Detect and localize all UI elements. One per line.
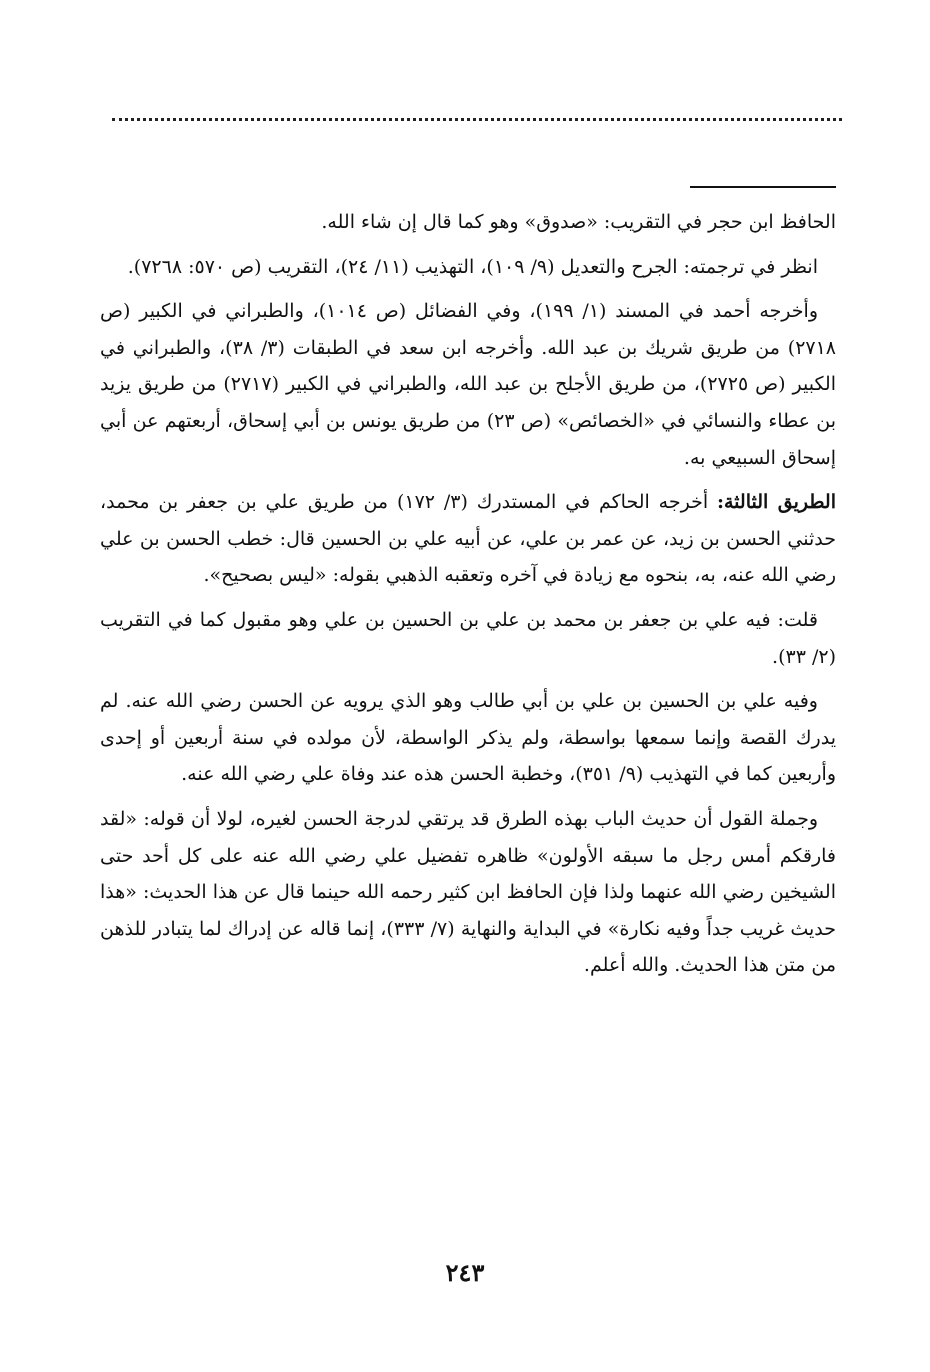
remark-2: وفيه علي بن الحسين بن علي بن أبي طالب وهو الذي يرويه عن الحسن رضي الله عنه. لم يدرك القصة وإنما سمعها بواسطة، ولم يذكر الواسطة، لأن مولده في سنة أربعين أو إحدى وأربعين كما في التهذيب (٩/ ٣٥١)، وخطبة الحسن هذه عند وفاة علي رضي الله عنه. [100,690,836,786]
third-route-text: أخرجه الحاكم في المستدرك (٣/ ١٧٢) من طريق علي بن جعفر بن محمد، حدثني الحسن بن زيد، عن عمر بن علي، عن أبيه علي بن الحسين قال: خطب الحسن بن علي رضي الله عنه، به، بنحوه مع زيادة في آخره وتعقبه الذهبي بقوله: «ليس بصحيح». [100,491,836,587]
paragraph-3: وأخرجه أحمد في المسند (١/ ١٩٩)، وفي الفضائل (ص ١٠١٤)، والطبراني في الكبير (ص ٢٧١٨) من طريق شريك بن عبد الله. وأخرجه ابن سعد في الطبقات (٣/ ٣٨)، والطبراني في الكبير (ص ٢٧٢٥)، من طريق الأجلح بن عبد الله، والطبراني في الكبير (٢٧١٧) من طريق يزيد بن عطاء والنسائي في «الخصائص» (ص ٢٣) من طريق يونس بن أبي إسحاق، أربعتهم عن أبي إسحاق السبيعي به. [100,300,837,469]
paragraph-1: الحافظ ابن حجر في التقريب: «صدوق» وهو كما قال إن شاء الله. [321,211,836,233]
dotted-separator [112,118,842,141]
third-route-paragraph [100,484,836,594]
third-route-heading: الطريق الثالثة: [716,491,836,514]
page-number: ٢٤٣ [445,1258,485,1287]
paragraph-2: انظر في ترجمته: الجرح والتعديل (٩/ ١٠٩)، التهذيب (١١/ ٢٤)، التقريب (ص ٥٧٠: ٧٢٦٨). [127,255,818,278]
footnote-rule [690,186,836,188]
remark-3: وجملة القول أن حديث الباب بهذه الطرق قد يرتقي لدرجة الحسن لغيره، لولا أن قوله: «لقد فارقكم أمس رجل ما سبقه الأولون» ظاهره تفضيل علي رضي الله عنه على كل أحد حتى الشيخين رضي الله عنهما ولذا فإن الحافظ ابن كثير رحمه الله حينما قال عن هذا الحديث: «هذا حديث غريب جداً وفيه نكارة» في البداية والنهاية (٧/ ٣٣٣)، إنما قاله عن إدراك لما يتبادر للذهن من متن هذا الحديث. والله أعلم. [100,807,836,977]
footnote-text [100,204,836,992]
remark-1: قلت: فيه علي بن جعفر بن محمد بن علي بن الحسين بن علي وهو مقبول كما في التقريب (٢/ ٣٣). [100,608,836,668]
